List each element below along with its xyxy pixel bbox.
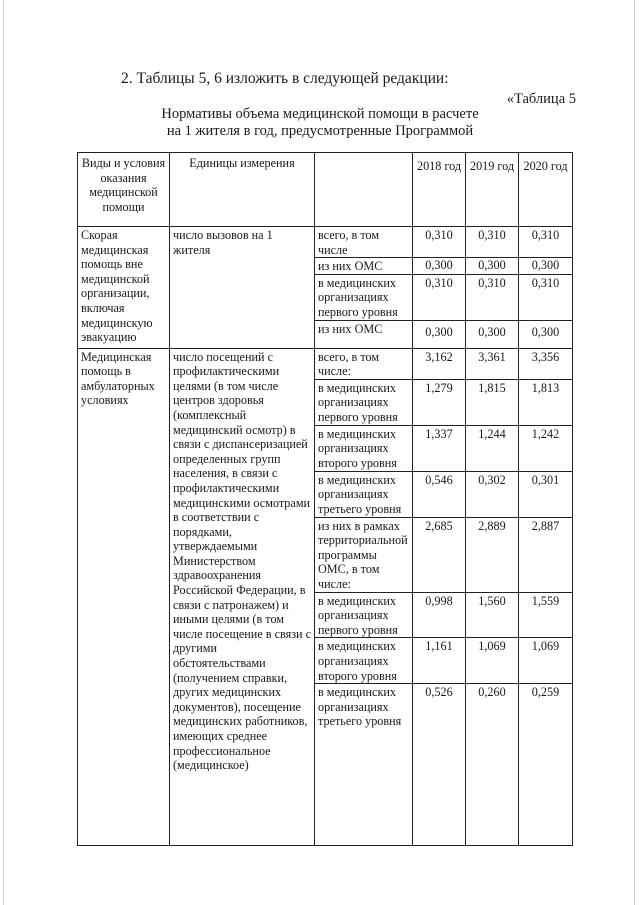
value-cell: 1,337 [413,425,466,471]
value-cell: 0,300 [519,320,573,348]
row-subcategory: из них ОМС [315,320,413,348]
header-row [78,153,573,227]
value-cell: 1,242 [519,425,573,471]
row-subcategory: в медицинских организациях первого уровня [315,274,413,320]
table-row [78,348,573,379]
table-row [78,227,573,258]
norms-table [77,152,573,846]
value-cell: 1,815 [466,379,519,425]
group-kind: Медицинская помощь в амбулаторных условиях [78,348,170,846]
value-cell: 1,161 [413,638,466,684]
group-unit: число посещений с профилактическими целями (в том числе центров здоровья (комплексный медицинский осмотр) в связи с диспансеризацией определенных групп населения, в связи с профилактическими медицинскими осмотрами в соответствии с порядками, утверждаемыми Министерством здравоохранения Российской Федерации, в связи с патронажем) и иными целями (в том числе посещение в связи с другими обстоятельствами (получением справки, других медицинских документов), посещение медицинских работников, имеющих среднее профессиональное (медицинское) [170,348,315,846]
group-unit: число вызовов на 1 жителя [170,227,315,349]
row-subcategory: в медицинских организациях первого уровня [315,379,413,425]
value-cell: 0,310 [413,274,466,320]
row-subcategory: всего, в том числе: [315,348,413,379]
value-cell: 2,685 [413,517,466,592]
amendment-heading: 2. Таблицы 5, 6 изложить в следующей редакции: [121,70,449,87]
value-cell: 1,069 [519,638,573,684]
table-caption [150,106,490,140]
value-cell: 1,244 [466,425,519,471]
value-cell: 0,310 [466,227,519,258]
value-cell: 1,560 [466,592,519,638]
row-subcategory: всего, в том числе [315,227,413,258]
header-subcategory [315,153,413,227]
value-cell: 2,887 [519,517,573,592]
value-cell: 1,069 [466,638,519,684]
value-cell: 0,260 [466,684,519,846]
header-kind: Виды и условия оказания медицинской помощи [78,153,170,227]
value-cell: 0,301 [519,471,573,517]
group-kind: Скорая медицинская помощь вне медицинской организации, включая медицинскую эвакуацию [78,227,170,349]
row-subcategory: в медицинских организациях второго уровня [315,425,413,471]
value-cell: 1,279 [413,379,466,425]
value-cell: 0,310 [519,274,573,320]
row-subcategory: из них в рамках территориальной программы ОМС, в том числе: [315,517,413,592]
row-subcategory: в медицинских организациях третьего уровня [315,684,413,846]
value-cell: 0,546 [413,471,466,517]
value-cell: 2,889 [466,517,519,592]
value-cell: 0,300 [413,320,466,348]
row-subcategory: в медицинских организациях второго уровня [315,638,413,684]
row-subcategory: из них ОМС [315,258,413,275]
value-cell: 3,361 [466,348,519,379]
value-cell: 0,300 [466,258,519,275]
value-cell: 3,356 [519,348,573,379]
row-subcategory: в медицинских организациях первого уровня [315,592,413,638]
value-cell: 3,162 [413,348,466,379]
value-cell: 0,300 [413,258,466,275]
caption-line-1: Нормативы объема медицинской помощи в расчете [161,106,479,122]
header-unit: Единицы измерения [170,153,315,227]
scan-edge-left [3,0,4,905]
header-year-2020: 2020 год [519,153,573,227]
header-year-2019: 2019 год [466,153,519,227]
value-cell: 0,310 [519,227,573,258]
value-cell: 0,300 [519,258,573,275]
header-year-2018: 2018 год [413,153,466,227]
value-cell: 0,310 [413,227,466,258]
caption-line-2: на 1 жителя в год, предусмотренные Программой [166,123,474,139]
value-cell: 1,559 [519,592,573,638]
value-cell: 1,813 [519,379,573,425]
value-cell: 0,998 [413,592,466,638]
value-cell: 0,310 [466,274,519,320]
value-cell: 0,300 [466,320,519,348]
value-cell: 0,302 [466,471,519,517]
scan-edge-right [634,0,635,905]
value-cell: 0,259 [519,684,573,846]
table-number-label: «Таблица 5 [506,91,576,107]
row-subcategory: в медицинских организациях третьего уровня [315,471,413,517]
value-cell: 0,526 [413,684,466,846]
